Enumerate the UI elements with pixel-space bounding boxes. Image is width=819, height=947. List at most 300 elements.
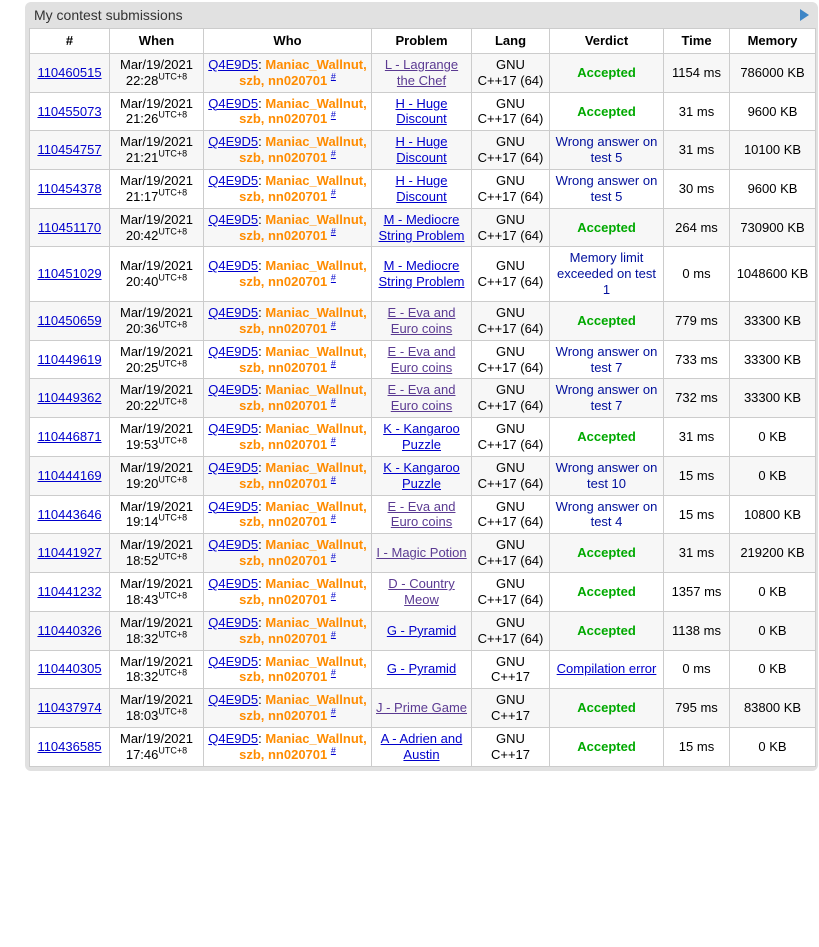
memory-cell: 730900 KB — [730, 208, 816, 247]
memory-cell: 10100 KB — [730, 131, 816, 170]
lang-cell: GNU C++17 (64) — [472, 611, 550, 650]
submission-date: Mar/19/2021 — [120, 134, 193, 150]
submission-time: 21:17 — [125, 188, 159, 204]
submission-id-link[interactable]: 110446871 — [37, 429, 102, 445]
team-link[interactable]: Q4E9D5 — [208, 211, 259, 227]
verdict-cell — [550, 247, 664, 302]
who-separator: : — [258, 173, 266, 189]
problem-link[interactable]: M - Mediocre String Problem — [378, 211, 465, 243]
team-members: Maniac_Wallnut, szb, nn020701 — [239, 692, 367, 724]
lang-cell: GNU C++17 (64) — [472, 340, 550, 379]
team-footnote-link[interactable]: # — [330, 397, 336, 407]
problem-link[interactable]: H - Huge Discount — [395, 173, 448, 204]
submission-time: 20:36 — [125, 320, 159, 336]
who-separator: : — [258, 537, 266, 553]
when-cell — [110, 418, 204, 457]
verdict-cell — [550, 92, 664, 131]
lang-cell: GNU C++17 — [472, 650, 550, 689]
team-footnote-link[interactable]: # — [330, 668, 336, 679]
submissions-body — [30, 53, 816, 766]
team-members: Maniac_Wallnut, szb, nn020701 — [239, 382, 367, 414]
when-cell — [110, 131, 204, 170]
when-cell — [110, 534, 204, 573]
when-cell — [110, 302, 204, 341]
who-cell — [204, 418, 372, 457]
team-members: Maniac_Wallnut, szb, nn020701 — [239, 343, 367, 375]
timezone-suffix: UTC+8 — [158, 668, 188, 679]
table-row — [30, 418, 816, 457]
expand-arrow-icon[interactable] — [800, 9, 809, 21]
header-row — [30, 29, 816, 54]
verdict-text: Accepted — [577, 64, 636, 80]
table-row — [30, 495, 816, 534]
verdict-text: Memory limit exceeded on test 1 — [556, 250, 657, 298]
team-link[interactable]: Q4E9D5 — [208, 614, 259, 630]
submission-id-link[interactable]: 110451170 — [37, 219, 102, 235]
team-link[interactable]: Q4E9D5 — [208, 134, 259, 150]
submission-id-link[interactable]: 110444169 — [37, 467, 102, 483]
submission-date: Mar/19/2021 — [120, 498, 193, 514]
time-cell: 0 ms — [664, 247, 730, 302]
verdict-text: Accepted — [577, 312, 636, 328]
team-link[interactable]: Q4E9D5 — [208, 653, 259, 669]
who-separator: : — [258, 305, 266, 321]
timezone-suffix: UTC+8 — [158, 745, 188, 756]
timezone-suffix: UTC+8 — [158, 148, 188, 159]
team-link[interactable]: Q4E9D5 — [208, 173, 259, 189]
table-row — [30, 247, 816, 302]
who-cell — [204, 247, 372, 302]
submission-id-link[interactable]: 110436585 — [37, 738, 102, 754]
lang-cell: GNU C++17 (64) — [472, 534, 550, 573]
submission-id-link[interactable]: 110440326 — [37, 622, 102, 638]
verdict-cell — [550, 418, 664, 457]
verdict-cell — [550, 208, 664, 247]
team-members: Maniac_Wallnut, szb, nn020701 — [239, 258, 367, 290]
verdict-cell — [550, 170, 664, 209]
verdict-cell — [550, 573, 664, 612]
col-header-time: Time — [664, 29, 730, 54]
team-members: Maniac_Wallnut, szb, nn020701 — [239, 498, 367, 530]
verdict-text: Accepted — [577, 700, 636, 716]
problem-link[interactable]: K - Kangaroo Puzzle — [383, 421, 460, 453]
team-footnote-link[interactable]: # — [330, 358, 336, 369]
col-header-when: When — [110, 29, 204, 54]
team-members: Maniac_Wallnut, szb, nn020701 — [239, 576, 367, 607]
problem-link[interactable]: G - Pyramid — [386, 661, 457, 677]
submission-id-link[interactable]: 110437974 — [37, 700, 102, 716]
who-separator: : — [258, 421, 266, 437]
submission-time: 18:32 — [125, 630, 159, 646]
table-row — [30, 302, 816, 341]
team-members: Maniac_Wallnut, szb, nn020701 — [239, 211, 367, 243]
submission-time: 21:21 — [125, 150, 159, 166]
submissions-widget — [25, 2, 818, 771]
timezone-suffix: UTC+8 — [158, 474, 188, 485]
team-footnote-link[interactable]: # — [330, 187, 336, 198]
memory-cell: 9600 KB — [730, 170, 816, 209]
table-row — [30, 379, 816, 418]
table-row — [30, 573, 816, 612]
who-cell — [204, 611, 372, 650]
lang-cell: GNU C++17 — [472, 727, 550, 766]
team-footnote-link[interactable]: # — [330, 226, 336, 237]
submission-date: Mar/19/2021 — [120, 537, 193, 553]
problem-link[interactable]: G - Pyramid — [386, 622, 457, 638]
timezone-suffix: UTC+8 — [158, 110, 188, 121]
when-cell — [110, 170, 204, 209]
time-cell: 733 ms — [664, 340, 730, 379]
memory-cell: 0 KB — [730, 456, 816, 495]
problem-link[interactable]: I - Magic Potion — [376, 545, 467, 561]
team-members: Maniac_Wallnut, szb, nn020701 — [239, 614, 367, 646]
time-cell: 31 ms — [664, 534, 730, 573]
submission-time: 20:22 — [125, 398, 159, 414]
submission-time: 20:40 — [125, 274, 159, 290]
verdict-text: Accepted — [577, 429, 636, 445]
submission-date: Mar/19/2021 — [120, 258, 193, 274]
submission-id-link[interactable]: 110450659 — [37, 312, 102, 328]
who-separator: : — [258, 459, 266, 475]
submission-id-link[interactable]: 110441232 — [37, 583, 102, 599]
problem-link[interactable]: J - Prime Game — [376, 700, 468, 716]
team-link[interactable]: Q4E9D5 — [208, 56, 259, 72]
problem-link[interactable]: H - Huge Discount — [395, 134, 448, 166]
who-separator: : — [258, 134, 266, 150]
timezone-suffix: UTC+8 — [158, 397, 188, 407]
when-cell — [110, 379, 204, 418]
verdict-cell — [550, 534, 664, 573]
timezone-suffix: UTC+8 — [158, 706, 188, 717]
when-cell — [110, 573, 204, 612]
time-cell: 1357 ms — [664, 573, 730, 612]
who-cell — [204, 92, 372, 131]
who-separator: : — [258, 692, 266, 708]
team-members: Maniac_Wallnut, szb, nn020701 — [239, 134, 367, 166]
lang-cell: GNU C++17 (64) — [472, 92, 550, 131]
team-link[interactable]: Q4E9D5 — [208, 343, 259, 359]
time-cell: 1154 ms — [664, 53, 730, 92]
verdict-text: Wrong answer on test 7 — [555, 382, 658, 414]
table-row — [30, 53, 816, 92]
table-row — [30, 611, 816, 650]
who-separator: : — [258, 56, 266, 72]
submission-date: Mar/19/2021 — [120, 576, 193, 592]
verdict-cell — [550, 53, 664, 92]
verdict-cell — [550, 495, 664, 534]
team-members: Maniac_Wallnut, szb, nn020701 — [239, 653, 367, 685]
problem-link[interactable]: K - Kangaroo Puzzle — [383, 459, 460, 491]
memory-cell: 10800 KB — [730, 495, 816, 534]
submission-date: Mar/19/2021 — [120, 653, 193, 669]
who-cell — [204, 170, 372, 209]
team-footnote-link[interactable]: # — [330, 148, 336, 159]
memory-cell: 0 KB — [730, 573, 816, 612]
verdict-text: Wrong answer on test 5 — [555, 173, 658, 204]
team-link[interactable]: Q4E9D5 — [208, 498, 259, 514]
timezone-suffix: UTC+8 — [158, 435, 188, 446]
memory-cell: 33300 KB — [730, 340, 816, 379]
widget-caption — [29, 6, 814, 28]
team-link[interactable]: Q4E9D5 — [208, 459, 259, 475]
table-row — [30, 170, 816, 209]
submission-id-link[interactable]: 110451029 — [37, 266, 102, 282]
memory-cell: 9600 KB — [730, 92, 816, 131]
timezone-suffix: UTC+8 — [158, 187, 188, 198]
team-footnote-link[interactable]: # — [330, 745, 336, 756]
team-footnote-link[interactable]: # — [330, 629, 336, 640]
time-cell: 795 ms — [664, 689, 730, 728]
verdict-cell — [550, 456, 664, 495]
team-link[interactable]: Q4E9D5 — [208, 730, 259, 746]
submission-time: 17:46 — [125, 746, 159, 762]
verdict-text: Accepted — [577, 219, 636, 235]
timezone-suffix: UTC+8 — [158, 358, 188, 369]
who-separator: : — [258, 382, 266, 398]
verdict-cell — [550, 611, 664, 650]
team-footnote-link[interactable]: # — [330, 706, 336, 717]
lang-cell: GNU C++17 (64) — [472, 302, 550, 341]
submission-date: Mar/19/2021 — [120, 730, 193, 746]
memory-cell: 219200 KB — [730, 534, 816, 573]
submission-time: 20:25 — [125, 359, 159, 375]
who-separator: : — [258, 211, 266, 227]
problem-link[interactable]: M - Mediocre String Problem — [378, 258, 465, 290]
team-footnote-link[interactable]: # — [330, 590, 336, 601]
verdict-link[interactable]: Compilation error — [556, 661, 657, 677]
team-members: Maniac_Wallnut, szb, nn020701 — [239, 730, 367, 762]
table-row — [30, 689, 816, 728]
who-cell — [204, 53, 372, 92]
problem-link[interactable]: H - Huge Discount — [395, 95, 448, 127]
time-cell: 1138 ms — [664, 611, 730, 650]
timezone-suffix: UTC+8 — [158, 71, 188, 82]
verdict-text: Wrong answer on test 4 — [555, 498, 658, 530]
table-row — [30, 208, 816, 247]
lang-cell: GNU C++17 (64) — [472, 53, 550, 92]
lang-cell: GNU C++17 (64) — [472, 418, 550, 457]
submission-date: Mar/19/2021 — [120, 56, 193, 72]
problem-link[interactable]: E - Eva and Euro coins — [387, 382, 456, 414]
submission-id-link[interactable]: 110443646 — [37, 506, 102, 522]
widget-title: My contest submissions — [34, 7, 183, 23]
verdict-text: Accepted — [577, 622, 636, 638]
submission-id-link[interactable]: 110454378 — [37, 180, 102, 196]
submission-time: 20:42 — [125, 227, 159, 243]
submission-date: Mar/19/2021 — [120, 614, 193, 630]
memory-cell: 83800 KB — [730, 689, 816, 728]
submission-date: Mar/19/2021 — [120, 421, 193, 437]
submission-id-link[interactable]: 110449619 — [37, 351, 102, 367]
verdict-cell — [550, 302, 664, 341]
time-cell: 0 ms — [664, 650, 730, 689]
problem-link[interactable]: E - Eva and Euro coins — [387, 498, 456, 530]
who-separator: : — [258, 653, 266, 669]
verdict-text: Wrong answer on test 7 — [555, 343, 658, 375]
team-members: Maniac_Wallnut, szb, nn020701 — [239, 459, 367, 491]
team-footnote-link[interactable]: # — [330, 474, 336, 485]
time-cell: 31 ms — [664, 418, 730, 457]
team-footnote-link[interactable]: # — [330, 272, 336, 283]
time-cell: 779 ms — [664, 302, 730, 341]
who-separator: : — [258, 498, 266, 514]
lang-cell: GNU C++17 (64) — [472, 170, 550, 209]
who-cell — [204, 456, 372, 495]
team-footnote-link[interactable]: # — [330, 71, 336, 82]
verdict-cell — [550, 131, 664, 170]
table-row — [30, 131, 816, 170]
submission-date: Mar/19/2021 — [120, 692, 193, 708]
verdict-text: Accepted — [577, 738, 636, 754]
verdict-cell — [550, 689, 664, 728]
lang-cell: GNU C++17 (64) — [472, 456, 550, 495]
team-link[interactable]: Q4E9D5 — [208, 258, 259, 274]
who-cell — [204, 302, 372, 341]
when-cell — [110, 208, 204, 247]
memory-cell: 33300 KB — [730, 302, 816, 341]
who-cell — [204, 131, 372, 170]
time-cell: 15 ms — [664, 727, 730, 766]
who-cell — [204, 650, 372, 689]
verdict-text: Accepted — [577, 103, 636, 119]
col-header-lang: Lang — [472, 29, 550, 54]
submission-date: Mar/19/2021 — [120, 173, 193, 189]
team-link[interactable]: Q4E9D5 — [208, 382, 259, 398]
timezone-suffix: UTC+8 — [158, 629, 188, 640]
table-row — [30, 456, 816, 495]
verdict-text: Wrong answer on test 5 — [555, 134, 658, 166]
team-link[interactable]: Q4E9D5 — [208, 95, 259, 111]
submission-id-link[interactable]: 110441927 — [37, 545, 102, 561]
team-members: Maniac_Wallnut, szb, nn020701 — [239, 56, 367, 88]
submission-date: Mar/19/2021 — [120, 343, 193, 359]
timezone-suffix: UTC+8 — [158, 551, 188, 562]
team-link[interactable]: Q4E9D5 — [208, 692, 259, 708]
team-footnote-link[interactable]: # — [330, 551, 336, 562]
memory-cell: 0 KB — [730, 418, 816, 457]
problem-link[interactable]: E - Eva and Euro coins — [387, 343, 456, 375]
who-separator: : — [258, 258, 266, 274]
when-cell — [110, 53, 204, 92]
who-separator: : — [258, 730, 266, 746]
who-separator: : — [258, 95, 266, 111]
time-cell: 264 ms — [664, 208, 730, 247]
team-members: Maniac_Wallnut, szb, nn020701 — [239, 537, 367, 569]
team-footnote-link[interactable]: # — [330, 513, 336, 524]
who-separator: : — [258, 614, 266, 630]
team-footnote-link[interactable]: # — [330, 319, 336, 330]
submission-time: 18:52 — [125, 553, 159, 569]
timezone-suffix: UTC+8 — [158, 590, 188, 601]
submission-id-link[interactable]: 110440305 — [37, 661, 102, 677]
verdict-cell — [550, 379, 664, 418]
memory-cell: 1048600 KB — [730, 247, 816, 302]
memory-cell: 0 KB — [730, 650, 816, 689]
when-cell — [110, 727, 204, 766]
team-link[interactable]: Q4E9D5 — [208, 421, 259, 437]
submission-id-link[interactable]: 110455073 — [37, 103, 102, 119]
submission-time: 18:43 — [125, 591, 159, 607]
when-cell — [110, 340, 204, 379]
timezone-suffix: UTC+8 — [158, 513, 188, 524]
problem-link[interactable]: L - Lagrange the Chef — [384, 56, 459, 88]
who-cell — [204, 495, 372, 534]
who-separator: : — [258, 576, 266, 592]
team-members: Maniac_Wallnut, szb, nn020701 — [239, 421, 367, 453]
submissions-table — [29, 28, 816, 767]
team-footnote-link[interactable]: # — [330, 110, 336, 121]
col-header-id: # — [30, 29, 110, 54]
col-header-memory: Memory — [730, 29, 816, 54]
lang-cell: GNU C++17 (64) — [472, 495, 550, 534]
verdict-text: Wrong answer on test 10 — [555, 459, 658, 491]
who-cell — [204, 573, 372, 612]
who-cell — [204, 689, 372, 728]
when-cell — [110, 456, 204, 495]
col-header-problem: Problem — [372, 29, 472, 54]
verdict-cell — [550, 727, 664, 766]
lang-cell: GNU C++17 (64) — [472, 208, 550, 247]
memory-cell: 0 KB — [730, 727, 816, 766]
submission-time: 19:20 — [125, 475, 159, 491]
timezone-suffix: UTC+8 — [158, 226, 188, 237]
team-link[interactable]: Q4E9D5 — [208, 576, 259, 592]
timezone-suffix: UTC+8 — [158, 272, 188, 283]
time-cell: 31 ms — [664, 131, 730, 170]
when-cell — [110, 247, 204, 302]
time-cell: 15 ms — [664, 495, 730, 534]
submission-date: Mar/19/2021 — [120, 459, 193, 475]
submission-time: 19:53 — [125, 437, 159, 453]
col-header-who: Who — [204, 29, 372, 54]
lang-cell: GNU C++17 (64) — [472, 573, 550, 612]
submission-date: Mar/19/2021 — [120, 95, 193, 111]
problem-link[interactable]: D - Country Meow — [388, 576, 455, 607]
verdict-text: Accepted — [577, 545, 636, 561]
col-header-verdict: Verdict — [550, 29, 664, 54]
who-separator: : — [258, 343, 266, 359]
table-row — [30, 340, 816, 379]
submission-time: 21:26 — [125, 111, 159, 127]
who-cell — [204, 208, 372, 247]
problem-link[interactable]: E - Eva and Euro coins — [387, 305, 456, 336]
who-cell — [204, 727, 372, 766]
who-cell — [204, 534, 372, 573]
verdict-cell — [550, 340, 664, 379]
lang-cell: GNU C++17 (64) — [472, 379, 550, 418]
who-cell — [204, 379, 372, 418]
time-cell: 31 ms — [664, 92, 730, 131]
verdict-text: Accepted — [577, 583, 636, 599]
team-link[interactable]: Q4E9D5 — [208, 305, 259, 321]
submission-id-link[interactable]: 110454757 — [37, 142, 102, 158]
when-cell — [110, 92, 204, 131]
submission-date: Mar/19/2021 — [120, 211, 193, 227]
memory-cell: 786000 KB — [730, 53, 816, 92]
submission-id-link[interactable]: 110460515 — [37, 64, 102, 80]
when-cell — [110, 650, 204, 689]
submission-time: 22:28 — [125, 72, 159, 88]
memory-cell: 33300 KB — [730, 379, 816, 418]
lang-cell: GNU C++17 — [472, 689, 550, 728]
table-row — [30, 92, 816, 131]
timezone-suffix: UTC+8 — [158, 319, 188, 330]
team-footnote-link[interactable]: # — [330, 435, 336, 446]
problem-link[interactable]: A - Adrien and Austin — [380, 730, 463, 762]
team-link[interactable]: Q4E9D5 — [208, 537, 259, 553]
table-row — [30, 727, 816, 766]
submission-id-link[interactable]: 110449362 — [37, 390, 102, 406]
